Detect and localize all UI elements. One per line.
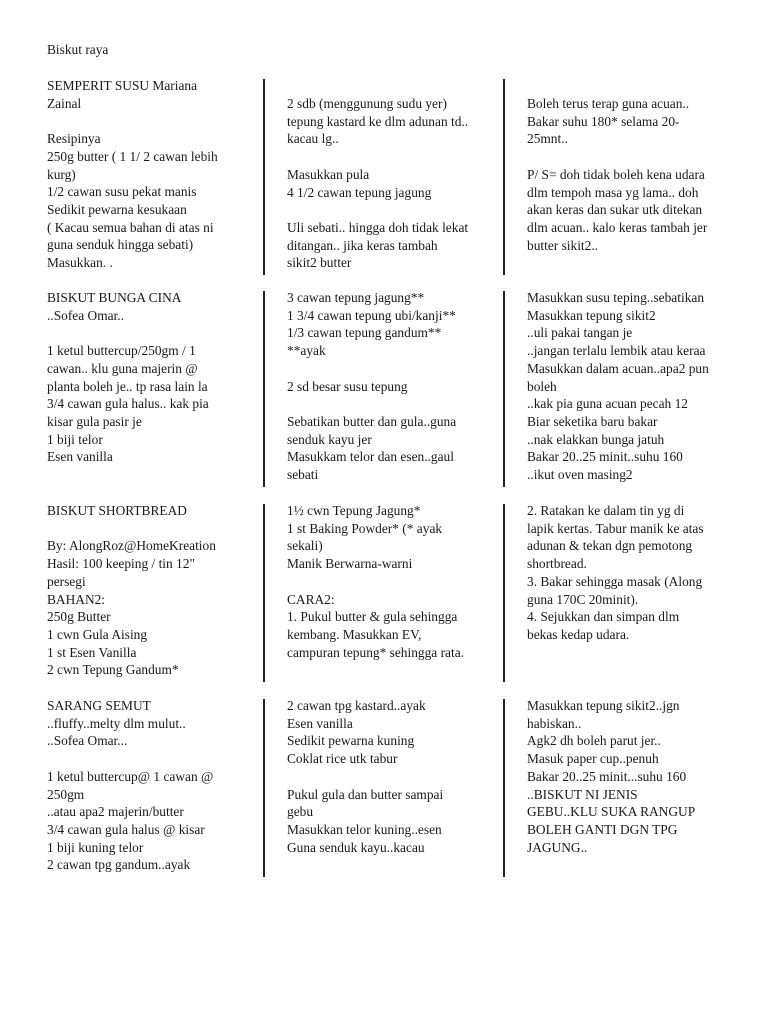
recipe-line: sebati (287, 467, 319, 482)
recipe-line: boleh (527, 378, 557, 394)
recipe-line: GEBU..KLU SUKA RANGUP (527, 804, 696, 820)
recipe-line: Coklat rice utk tabur (287, 751, 398, 767)
recipe-line: cawan.. klu guna majerin @ (47, 360, 198, 376)
recipe-column-3 (527, 697, 727, 856)
recipe-line: Esen vanilla (47, 449, 113, 465)
recipe-line: ..atau apa2 majerin/butter (47, 804, 184, 820)
recipe-line: 1 ketul buttercup@ 1 cawan @ (47, 768, 214, 784)
recipe-line: ..fluffy..melty dlm mulut.. (47, 715, 186, 731)
recipe-line: 1/2 cawan susu pekat manis (47, 184, 197, 200)
recipe-line: BAHAN2: (47, 591, 106, 607)
recipe-line: planta boleh je.. tp rasa lain la (47, 378, 208, 394)
column-divider (263, 79, 265, 275)
recipe-line: Sedikit pewarna kesukaan (47, 201, 187, 217)
recipe-line: 4 1/2 cawan tepung jagung (287, 184, 432, 200)
page-title: Biskut raya (47, 42, 109, 57)
recipe-line: kacau lg.. (287, 131, 339, 147)
recipe-line: Pukul gula dan butter sampai (287, 786, 444, 802)
recipe-line: Masukkan pula (287, 166, 370, 182)
recipe-line: 2 cawan tpg kastard..ayak (287, 698, 426, 713)
recipe-line: butter sikit2.. (527, 237, 599, 253)
recipe-line: 2 cwn Tepung Gandum* (47, 662, 179, 678)
recipe-line: guna senduk hingga sebati) (47, 237, 194, 253)
recipe-line: sekali) (287, 538, 323, 554)
recipe-line: senduk kayu jer (287, 431, 372, 447)
recipe-line: sikit2 butter (287, 255, 352, 271)
blank-line (527, 148, 727, 166)
recipe-line: 2. Ratakan ke dalam tin yg di (527, 503, 685, 518)
recipe-line: dlm tempoh masa yg lama.. doh (527, 184, 699, 200)
recipe-line: ..BISKUT NI JENIS (527, 786, 638, 802)
recipe-line: Bakar 20..25 minit...suhu 160 (527, 768, 687, 784)
recipe-line: Masukkan tepung sikit2..jgn (527, 698, 680, 713)
recipe-line: Sebatikan butter dan gula..guna (287, 413, 457, 429)
blank-line (287, 768, 487, 786)
recipe-line: Zainal (47, 95, 82, 111)
recipe-line: lapik kertas. Tabur manik ke atas (527, 520, 704, 536)
recipe-line: persegi (47, 573, 86, 589)
recipe-column-3 (527, 95, 727, 254)
blank-line (287, 360, 487, 378)
recipe-line: **ayak (287, 343, 326, 359)
column-divider (263, 291, 265, 487)
recipe-line: 1 biji telor (47, 431, 103, 447)
recipe-line: 4. Sejukkan dan simpan dlm (527, 609, 680, 625)
recipe-line: 2 sdb (menggunung sudu yer) (287, 96, 447, 111)
recipe-column-2 (287, 697, 487, 856)
recipe-line: Bakar 20..25 minit..suhu 160 (527, 449, 683, 465)
recipe-line: Guna senduk kayu..kacau (287, 839, 425, 855)
recipe-line: tepung kastard ke dlm adunan td.. (287, 113, 469, 129)
recipe-line: Manik Berwarna-warni (287, 556, 413, 572)
recipe-line: gebu (287, 804, 314, 820)
recipe-line: 3/4 cawan gula halus @ kisar (47, 821, 205, 837)
recipe-line: kurg) (47, 166, 76, 182)
recipe-line: 250g Butter (47, 609, 111, 625)
recipe-line: Masuk paper cup..penuh (527, 751, 659, 767)
recipe-line: dlm acuan.. kalo keras tambah jer (527, 219, 708, 235)
recipe-line: guna 170C 20minit). (527, 591, 639, 607)
column-divider (503, 79, 505, 275)
recipe-line: SARANG SEMUT (47, 698, 151, 713)
recipe-line: ..uli pakai tangan je (527, 325, 633, 341)
recipe-line: Masukkan susu teping..sebatikan (527, 290, 705, 305)
recipe-line: 25mnt.. (527, 131, 568, 147)
recipe-line: SEMPERIT SUSU Mariana (47, 78, 198, 93)
recipe-line: 3. Bakar sehingga masak (Along (527, 573, 703, 589)
recipe-line: Masukkan dalam acuan..apa2 pun (527, 360, 709, 376)
recipe-line: habiskan.. (527, 715, 582, 731)
blank-line (47, 112, 247, 130)
recipe-line: 1 st Baking Powder* (* ayak (287, 520, 443, 536)
recipe-line: ..jangan terlalu lembik atau keraa (527, 343, 706, 359)
blank-line (47, 750, 247, 768)
recipe-line: Masukkam telor dan esen..gaul (287, 449, 454, 465)
recipe-line: 2 cawan tpg gandum..ayak (47, 857, 191, 873)
recipe-line: 1 ketul buttercup/250gm / 1 (47, 343, 196, 359)
column-divider (263, 504, 265, 682)
recipe-column-1 (47, 697, 247, 874)
recipe-column-2 (287, 502, 487, 661)
recipe-line: shortbread. (527, 556, 587, 572)
column-divider (503, 699, 505, 877)
recipe-column-2 (287, 289, 487, 484)
recipe-line: 1 3/4 cawan tepung ubi/kanji** (287, 307, 456, 323)
recipe-line: 2 sd besar susu tepung (287, 378, 408, 394)
recipe-line: Sedikit pewarna kuning (287, 733, 415, 749)
recipe-line: Hasil: 100 keeping / tin 12" (47, 556, 195, 572)
recipe-line: 1/3 cawan tepung gandum** (287, 325, 442, 341)
recipe-line: CARA2: (287, 591, 335, 607)
recipe-line: ..Sofea Omar... (47, 733, 128, 749)
recipe-line: 3 cawan tepung jagung** (287, 290, 425, 305)
recipe-line: kembang. Masukkan EV, (287, 626, 422, 642)
recipe-line: Boleh terus terap guna acuan.. (527, 96, 690, 111)
recipe-line: campuran tepung* sehingga rata. (287, 644, 464, 660)
recipe-line: 250gm (47, 786, 85, 802)
column-divider (263, 699, 265, 877)
recipe-column-3 (527, 289, 727, 484)
blank-line (287, 573, 487, 591)
recipe-line: Resipinya (47, 131, 101, 147)
recipe-line: 1½ cwn Tepung Jagung* (287, 503, 421, 518)
recipe-line: By: AlongRoz@HomeKreation (47, 538, 216, 554)
recipe-line: 1 st Esen Vanilla (47, 644, 137, 660)
recipe-line: Masukkan telor kuning..esen (287, 821, 442, 837)
blank-line (287, 148, 487, 166)
recipe-line: Masukkan tepung sikit2 (527, 307, 656, 323)
recipe-line: ..ikut oven masing2 (527, 467, 633, 483)
recipe-line: ..nak elakkan bunga jatuh (527, 431, 665, 447)
recipe-line: 250g butter ( 1 1/ 2 cawan lebih (47, 148, 218, 164)
recipe-line: BISKUT SHORTBREAD (47, 503, 187, 518)
recipe-column-1 (47, 289, 247, 466)
blank-line (47, 520, 247, 538)
recipe-line: akan keras dan sukar utk ditekan (527, 202, 703, 218)
recipe-line: Uli sebati.. hingga doh tidak lekat (287, 219, 469, 235)
recipe-line: 1. Pukul butter & gula sehingga (287, 609, 458, 625)
recipe-column-3 (527, 502, 727, 644)
recipe-line: Bakar suhu 180* selama 20- (527, 113, 680, 129)
recipe-line: Esen vanilla (287, 715, 353, 731)
blank-line (287, 201, 487, 219)
recipe-line: 1 cwn Gula Aising (47, 626, 148, 642)
recipe-line: Masukkan. . (47, 255, 113, 271)
recipe-line: BOLEH GANTI DGN TPG (527, 821, 678, 837)
recipe-line: BISKUT BUNGA CINA (47, 290, 182, 305)
recipe-column-1 (47, 77, 247, 272)
recipe-line: ..kak pia guna acuan pecah 12 (527, 396, 688, 412)
recipe-line: kisar gula pasir je (47, 413, 142, 429)
recipe-line: ..Sofea Omar.. (47, 307, 124, 323)
recipe-line: bekas kedap udara. (527, 626, 630, 642)
recipe-line: 3/4 cawan gula halus.. kak pia (47, 396, 209, 412)
recipe-line: adunan & tekan dgn pemotong (527, 538, 693, 554)
column-divider (503, 504, 505, 682)
blank-line (287, 395, 487, 413)
recipe-line: JAGUNG.. (527, 839, 588, 855)
recipe-line: ditangan.. jika keras tambah (287, 237, 438, 253)
recipe-column-2 (287, 95, 487, 272)
recipe-column-1 (47, 502, 247, 679)
blank-line (47, 324, 247, 342)
column-divider (503, 291, 505, 487)
recipe-line: Agk2 dh boleh parut jer.. (527, 733, 661, 749)
recipe-line: 1 biji kuning telor (47, 839, 144, 855)
recipe-line: P/ S= doh tidak boleh kena udara (527, 166, 705, 182)
recipe-line: ( Kacau semua bahan di atas ni (47, 219, 214, 235)
recipe-line: Biar seketika baru bakar (527, 413, 658, 429)
